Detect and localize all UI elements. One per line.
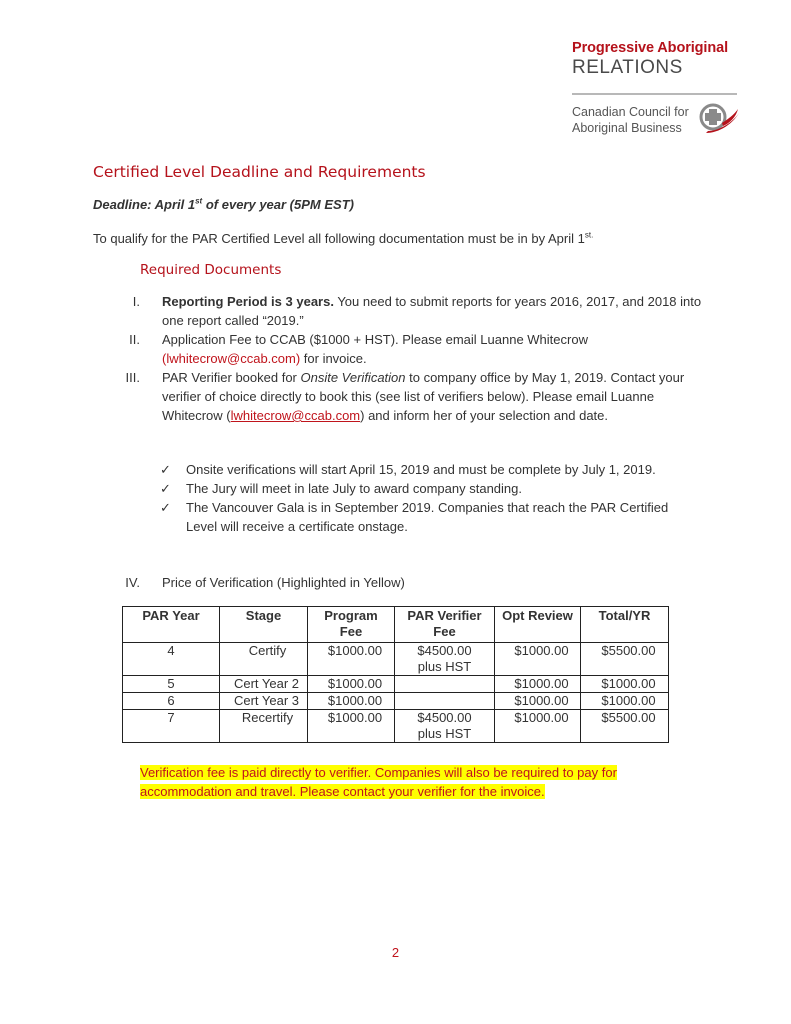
table-cell: $1000.00 [495,710,581,743]
column-header: PAR Verifier Fee [395,607,495,643]
page-title: Certified Level Deadline and Requirements [93,163,426,181]
check-text: Onsite verifications will start April 15, 2019 and must be complete by July 1, 2019. [186,462,656,477]
check-icon: ✓ [160,500,171,515]
logo-title-line1: Progressive Aboriginal [572,40,729,56]
list-item [0,292,791,330]
table-cell: 7 [123,710,220,743]
table-cell: $1000.00 [308,643,395,676]
deadline-line [93,197,354,212]
check-icon: ✓ [160,462,171,477]
reporting-period-bold: Reporting Period is 3 years. [162,294,334,309]
column-header: Program Fee [308,607,395,643]
table-cell: $1000.00 [581,676,669,693]
table-cell: Certify [220,643,308,676]
logo-divider [572,93,737,95]
verifier-after: ) and inform her of your selection and date. [360,408,609,423]
list-numeral: I. [132,294,140,309]
table-cell: Cert Year 3 [220,693,308,710]
check-text: The Jury will meet in late July to award company standing. [186,481,522,496]
page-number: 2 [391,945,400,960]
deadline-pre: Deadline: April 1 [93,197,196,212]
table-cell: 4 [123,643,220,676]
table-cell: $1000.00 [308,710,395,743]
application-fee-after: for invoice. [300,351,367,366]
qualify-line [93,231,593,246]
table-cell: $1000.00 [308,676,395,693]
table-cell: $1000.00 [495,693,581,710]
column-header: Total/YR [581,607,669,643]
price-heading-text: Price of Verification (Highlighted in Yellow) [162,575,405,590]
table-cell: Cert Year 2 [220,676,308,693]
application-fee-text: Application Fee to CCAB ($1000 + HST). Please email Luanne Whitecrow [162,332,588,347]
qualify-text: To qualify for the PAR Certified Level all following documentation must be in by April 1 [93,231,585,246]
highlighted-text: Verification fee is paid directly to verifier. Companies will also be required to pay for accommodation and travel. Please contact your verifier for the invoice. [140,765,617,799]
qualify-sup: st. [584,230,594,240]
list-item [0,368,791,425]
ccab-name [572,104,689,136]
column-header: Opt Review [495,607,581,643]
table-row [123,710,669,743]
column-header: PAR Year [123,607,220,643]
par-logo [572,40,738,79]
verification-notes [160,460,680,536]
list-item [160,498,680,536]
deadline-sup: st [195,196,203,206]
column-header: Stage [220,607,308,643]
table-cell: $1000.00 [495,643,581,676]
table-cell [395,676,495,693]
ccab-name-line2: Aboriginal Business [572,121,682,135]
ccab-emblem-icon [696,101,740,135]
table-cell: 5 [123,676,220,693]
table-cell: $1000.00 [308,693,395,710]
list-item [0,330,791,368]
check-text: The Vancouver Gala is in September 2019. Companies that reach the PAR Certified Level will receive a certificate onstage. [186,500,669,534]
check-icon: ✓ [160,481,171,496]
table-row [123,676,669,693]
table-cell: $4500.00 plus HST [395,710,495,743]
ccab-name-line1: Canadian Council for [572,105,689,119]
table-cell: Recertify [220,710,308,743]
required-documents-heading: Required Documents [140,262,282,278]
table-cell: $5500.00 [581,643,669,676]
table-cell: $5500.00 [581,710,669,743]
list-item [160,460,680,479]
table-row [123,643,669,676]
reporting-period-text: You need to submit reports for years 2016, 2017, and 2018 into one report called “2019.” [162,294,702,328]
documents-list [0,292,791,425]
deadline-post: of every year (5PM EST) [202,197,354,212]
email-link[interactable]: lwhitecrow@ccab.com [230,408,361,423]
list-numeral: II. [129,332,140,347]
verifier-italic: Onsite Verification [300,370,406,385]
table-cell [395,693,495,710]
verifier-pre: PAR Verifier booked for [162,370,301,385]
list-numeral: IV. [125,575,140,590]
list-numeral: III. [125,370,140,385]
table-cell: $1000.00 [495,676,581,693]
price-table [122,606,669,743]
table-cell: 6 [123,693,220,710]
price-heading [0,575,791,590]
verification-fee-note [140,763,680,801]
table-header-row [123,607,669,643]
list-item [160,479,680,498]
table-row [123,693,669,710]
table-cell: $1000.00 [581,693,669,710]
verifier-mid: to company office by May 1, 2019. Contact your verifier of choice directly to book this (see list of verifiers below). Please email Luanne Whitecrow ( [162,370,685,423]
logo-title-line2: RELATIONS [572,57,683,78]
email-link[interactable]: (lwhitecrow@ccab.com) [162,351,301,366]
table-cell: $4500.00 plus HST [395,643,495,676]
